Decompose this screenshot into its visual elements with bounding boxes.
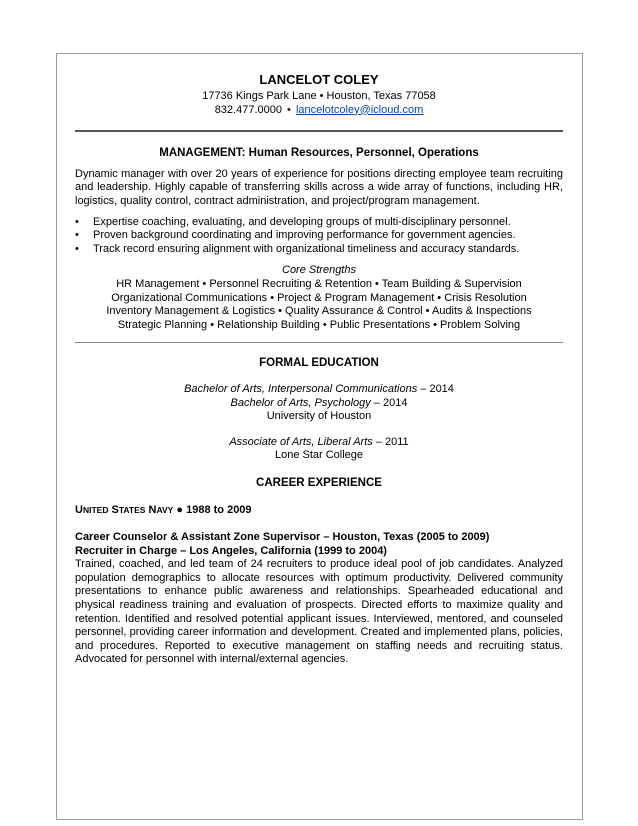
employer-text: AVY — [156, 505, 174, 516]
list-item — [75, 216, 563, 230]
employer-text: N — [148, 504, 157, 517]
core-strengths-line: Organizational Communications • Project & Program Management • Crisis Resolution — [111, 291, 527, 304]
education-entry — [75, 436, 563, 450]
experience-title: CAREER EXPERIENCE — [256, 476, 382, 489]
email-link[interactable]: lancelotcoley@icloud.com — [295, 103, 424, 116]
role-title: Recruiter in Charge – Los Angeles, California (1999 to 2004) — [75, 544, 387, 557]
core-strengths-title: Core Strengths — [282, 264, 356, 277]
degree-year: – 2014 — [370, 396, 408, 409]
school-name: University of Houston — [266, 410, 372, 423]
core-strengths-line: Strategic Planning • Relationship Building • Public Presentations • Problem Solving — [117, 318, 521, 331]
headline: MANAGEMENT: Human Resources, Personnel, Operations — [159, 147, 479, 160]
phone-number: 832.477.0000 — [214, 103, 282, 116]
employer-text: TATES — [118, 505, 146, 516]
header-rule — [75, 130, 563, 132]
core-strengths-line: Inventory Management & Logistics • Quality Assurance & Control • Audits & Inspections — [106, 305, 532, 318]
role-title: Career Counselor & Assistant Zone Supervisor – Houston, Texas (2005 to 2009) — [75, 531, 490, 544]
bullet-icon: • — [75, 242, 79, 255]
employer-text: NITED — [82, 505, 109, 516]
education-title: FORMAL EDUCATION — [259, 357, 379, 370]
employer-text: S — [111, 504, 119, 517]
highlights-list — [75, 216, 563, 257]
bullet-icon: • — [75, 215, 79, 228]
school-name: Lone Star College — [274, 449, 364, 462]
degree-name: Bachelor of Arts, Interpersonal Communications — [184, 382, 418, 395]
employer-text: U — [75, 504, 83, 517]
list-item-text: Proven background coordinating and improving performance for government agencies. — [93, 229, 516, 242]
applicant-name: LANCELOT COLEY — [259, 72, 379, 87]
address-line: 17736 Kings Park Lane • Houston, Texas 77058 — [202, 90, 436, 102]
employment-dates: ● 1988 to 2009 — [176, 504, 252, 517]
contact-line — [75, 104, 563, 118]
summary-paragraph: Dynamic manager with over 20 years of experience for positions directing employee team recruiting and leadership. Highly capable of transferring skills across a wide array of functions, including HR, logistics, quality control, contract administration, and project/program management. — [75, 167, 563, 207]
education-entry — [75, 397, 563, 411]
section-divider — [75, 342, 563, 343]
role-description: Trained, coached, and led team of 24 recruiters to produce ideal pool of job candidates. Analyzed population demographics to allocate resources with optimum productivity. Delivered community presentations to enhance public awareness and relationships. Spearheaded educational and physical readiness training and evaluation of prospects. Directed efforts to maximize quality and retention. Identified and resolved potential applicant issues. Interviewed, mentored, and counseled personnel, providing career information and development. Created and implemented plans, policies, and procedures. Reported to executive management on staffing needs and recruiting status. Advocated for personnel with internal/external agencies. — [75, 558, 563, 666]
bullet-icon: • — [75, 229, 79, 242]
degree-year: – 2011 — [372, 435, 409, 448]
core-strengths-line: HR Management • Personnel Recruiting & Retention • Team Building & Supervision — [116, 277, 522, 290]
education-entry — [75, 383, 563, 397]
bullet-separator: • — [287, 103, 291, 116]
employer-line — [75, 504, 563, 518]
resume-document — [75, 72, 563, 667]
list-item-text: Track record ensuring alignment with organizational timeliness and accuracy standards. — [93, 242, 520, 255]
degree-year: – 2014 — [417, 382, 454, 395]
degree-name: Associate of Arts, Liberal Arts — [229, 435, 373, 448]
list-item — [75, 243, 563, 257]
degree-name: Bachelor of Arts, Psychology — [230, 396, 371, 409]
list-item-text: Expertise coaching, evaluating, and developing groups of multi-disciplinary personnel. — [93, 215, 511, 228]
list-item — [75, 229, 563, 243]
